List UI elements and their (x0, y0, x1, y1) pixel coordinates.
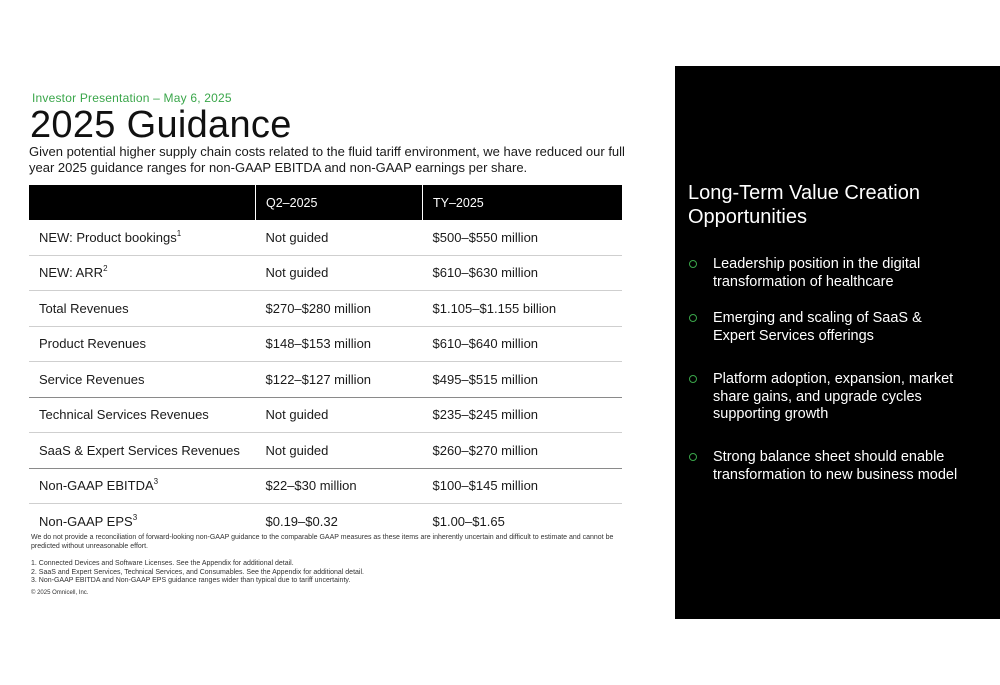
ty-value: $1.105–$1.155 billion (423, 291, 623, 327)
ty-value: $235–$245 million (423, 397, 623, 433)
table-row (29, 397, 622, 433)
column-header-ty: TY–2025 (423, 185, 623, 220)
table-row (29, 326, 622, 362)
bullet-text: Leadership position in the digital transformation of healthcare (713, 256, 921, 290)
footnote-2: 2. SaaS and Expert Services, Technical Services, and Consumables. See the Appendix for additional detail. (31, 568, 364, 576)
bullet-text: Platform adoption, expansion, market share gains, and upgrade cycles supporting growth (713, 371, 954, 423)
table-row (29, 291, 622, 327)
footnotes (31, 560, 364, 586)
q2-value: Not guided (256, 220, 423, 255)
bullet-text: Emerging and scaling of SaaS & Expert Services offerings (713, 310, 922, 344)
eyebrow-text: Investor Presentation – May 6, 2025 (32, 91, 232, 105)
value-creation-panel (675, 66, 1000, 619)
row-label-text: Non-GAAP EBITDA (39, 478, 154, 494)
q2-value: $22–$30 million (256, 468, 423, 504)
table-row (29, 362, 622, 398)
table-row (29, 255, 622, 291)
ty-value: $260–$270 million (423, 433, 623, 469)
table-row (29, 468, 622, 504)
row-label (29, 468, 256, 504)
circle-bullet-icon (689, 260, 697, 268)
row-label-text: NEW: Product bookings (39, 229, 177, 245)
ty-value: $1.00–$1.65 (432, 513, 505, 529)
row-label (29, 255, 256, 291)
ty-value: $500–$550 million (423, 220, 623, 255)
table-row (29, 220, 622, 255)
disclaimer-text: We do not provide a reconciliation of forward-looking non-GAAP guidance to the comparable GAAP measures as these items are inherently uncertain and difficult to estimate and cannot be predicted without unreasonable effort. (31, 534, 614, 550)
ty-value: $610–$630 million (423, 255, 623, 291)
intro-paragraph: Given potential higher supply chain costs related to the fluid tariff environment, we have reduced our full year 2025 guidance ranges for non-GAAP EBITDA and non-GAAP earnings per share. (29, 144, 625, 175)
row-label (29, 220, 256, 255)
table-header-row (29, 185, 622, 220)
ty-value: $100–$145 million (423, 468, 623, 504)
circle-bullet-icon (689, 453, 697, 461)
bullet-text: Strong balance sheet should enable transformation to new business model (713, 449, 958, 483)
q2-value: Not guided (256, 397, 423, 433)
footnote-ref: 3 (132, 512, 138, 522)
footnote-ref: 3 (153, 477, 159, 487)
circle-bullet-icon (689, 314, 697, 322)
row-label: Service Revenues (29, 362, 256, 398)
copyright: © 2025 Omnicell, Inc. (31, 590, 89, 596)
row-label-text: NEW: ARR (39, 265, 104, 281)
row-label: Product Revenues (29, 326, 256, 362)
footnote-1: 1. Connected Devices and Software Licenses. See the Appendix for additional detail. (31, 560, 294, 567)
ty-value: $610–$640 million (423, 326, 623, 362)
table-row (29, 433, 622, 469)
footnote-ref: 1 (176, 228, 182, 238)
footnote-3: 3. Non-GAAP EBITDA and Non-GAAP EPS guidance ranges wider than typical due to tariff uncertainty. (31, 577, 351, 585)
q2-value: $148–$153 million (256, 326, 423, 362)
q2-value: $270–$280 million (256, 291, 423, 327)
column-header-q2: Q2–2025 (256, 185, 423, 220)
q2-value: $0.19–$0.32 (265, 513, 338, 529)
panel-title: Long-Term Value Creation Opportunities (688, 182, 920, 228)
column-header-metric (29, 185, 256, 220)
page-title: 2025 Guidance (30, 104, 292, 146)
ty-value: $495–$515 million (423, 362, 623, 398)
q2-value: $122–$127 million (256, 362, 423, 398)
row-label: Total Revenues (29, 291, 256, 327)
circle-bullet-icon (689, 375, 697, 383)
guidance-table (29, 185, 622, 539)
q2-value: Not guided (256, 433, 423, 469)
row-label-text: Non-GAAP EPS (39, 513, 133, 529)
row-label: SaaS & Expert Services Revenues (29, 433, 256, 469)
q2-value: Not guided (256, 255, 423, 291)
footnote-ref: 2 (103, 264, 108, 274)
row-label: Technical Services Revenues (29, 397, 256, 433)
